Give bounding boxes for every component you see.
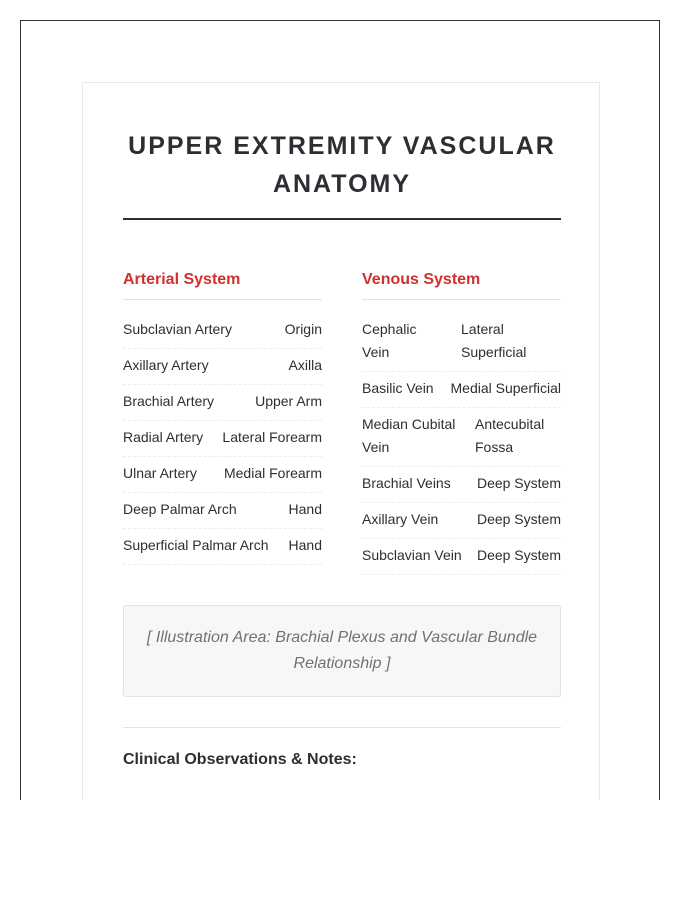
vessel-name: Subclavian Vein <box>362 547 462 563</box>
document-sheet <box>82 82 600 800</box>
title-divider <box>123 218 561 220</box>
vessel-location: Lateral Superficial <box>461 321 527 360</box>
venous-column <box>362 270 561 575</box>
illustration-placeholder: [ Illustration Area: Brachial Plexus and Vascular Bundle Relationship ] <box>123 605 561 697</box>
vessel-location: Origin <box>284 321 322 337</box>
venous-list <box>362 313 561 575</box>
arterial-column <box>123 270 322 575</box>
list-item <box>362 467 561 503</box>
vessel-name: Superficial Palmar Arch <box>123 537 269 553</box>
vessel-name: Deep Palmar Arch <box>123 501 237 517</box>
list-item <box>123 457 322 493</box>
document-content <box>123 83 561 769</box>
notes-heading: Clinical Observations & Notes: <box>123 751 357 768</box>
list-item <box>123 493 322 529</box>
venous-heading: Venous System <box>362 270 561 300</box>
page-frame <box>20 20 660 800</box>
list-item <box>362 313 561 372</box>
vessel-location: Deep System <box>476 511 561 527</box>
list-item <box>123 349 322 385</box>
vessel-name: Subclavian Artery <box>123 321 232 337</box>
arterial-heading: Arterial System <box>123 270 322 300</box>
list-item <box>123 313 322 349</box>
vessel-name: Basilic Vein <box>362 380 434 396</box>
list-item <box>362 372 561 408</box>
page-title: UPPER EXTREMITY VASCULAR ANATOMY <box>128 132 556 198</box>
vessel-location: Medial Superficial <box>450 380 561 396</box>
vessel-location: Deep System <box>476 475 561 491</box>
notes-divider <box>123 727 561 728</box>
vessel-location: Upper Arm <box>255 393 322 409</box>
vessel-location: Lateral Forearm <box>222 429 322 445</box>
vessel-name: Cephalic Vein <box>362 321 417 360</box>
vessel-name: Brachial Veins <box>362 475 451 491</box>
vessel-location: Antecubital Fossa <box>475 416 545 455</box>
vessel-name: Median Cubital Vein <box>362 416 456 455</box>
vessel-name: Axillary Vein <box>362 511 439 527</box>
list-item <box>362 503 561 539</box>
vessel-name: Radial Artery <box>123 429 204 445</box>
list-item <box>362 408 561 467</box>
vessel-location: Medial Forearm <box>223 465 322 481</box>
vessel-name: Ulnar Artery <box>123 465 197 481</box>
arterial-list <box>123 313 322 565</box>
vessel-location: Hand <box>288 501 322 517</box>
list-item <box>123 421 322 457</box>
vessel-location: Hand <box>288 537 322 553</box>
vessel-name: Axillary Artery <box>123 357 209 373</box>
list-item <box>362 539 561 575</box>
vessel-location: Axilla <box>288 357 322 373</box>
list-item <box>123 385 322 421</box>
systems-columns <box>123 270 561 575</box>
list-item <box>123 529 322 565</box>
vessel-location: Deep System <box>476 547 561 563</box>
vessel-name: Brachial Artery <box>123 393 215 409</box>
